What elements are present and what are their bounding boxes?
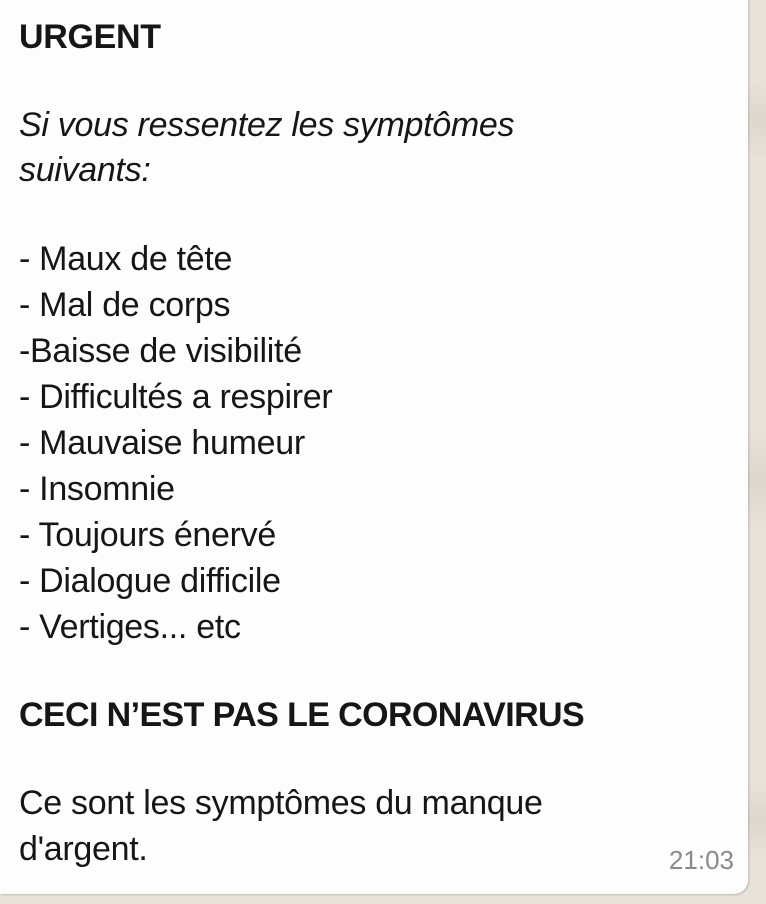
blank-line [19,192,719,236]
conclusion-line-2: d'argent. [19,830,148,868]
symptom-item: - Vertiges... etc [19,608,241,646]
symptom-item: - Mal de corps [19,286,231,324]
blank-line [19,650,719,692]
symptom-item: - Difficultés a respirer [19,378,333,416]
symptom-item: -Baisse de visibilité [19,332,302,370]
message-timestamp: 21:03 [668,845,734,875]
intro-line-2: suivants: [19,151,151,189]
symptom-item: - Insomnie [19,470,175,508]
symptom-item: - Mauvaise humeur [19,424,305,462]
symptom-item: - Maux de tête [19,240,233,278]
intro-line-1: Si vous ressentez les symptômes [19,106,515,144]
message-text [19,14,719,872]
conclusion-line-1: Ce sont les symptômes du manque [19,784,543,822]
message-heading: URGENT [19,18,161,56]
warning-text: CECI N’EST PAS LE CORONAVIRUS [19,696,585,734]
blank-line [19,60,719,102]
blank-line [19,738,719,780]
symptom-item: - Toujours énervé [19,516,276,554]
symptom-item: - Dialogue difficile [19,562,281,600]
